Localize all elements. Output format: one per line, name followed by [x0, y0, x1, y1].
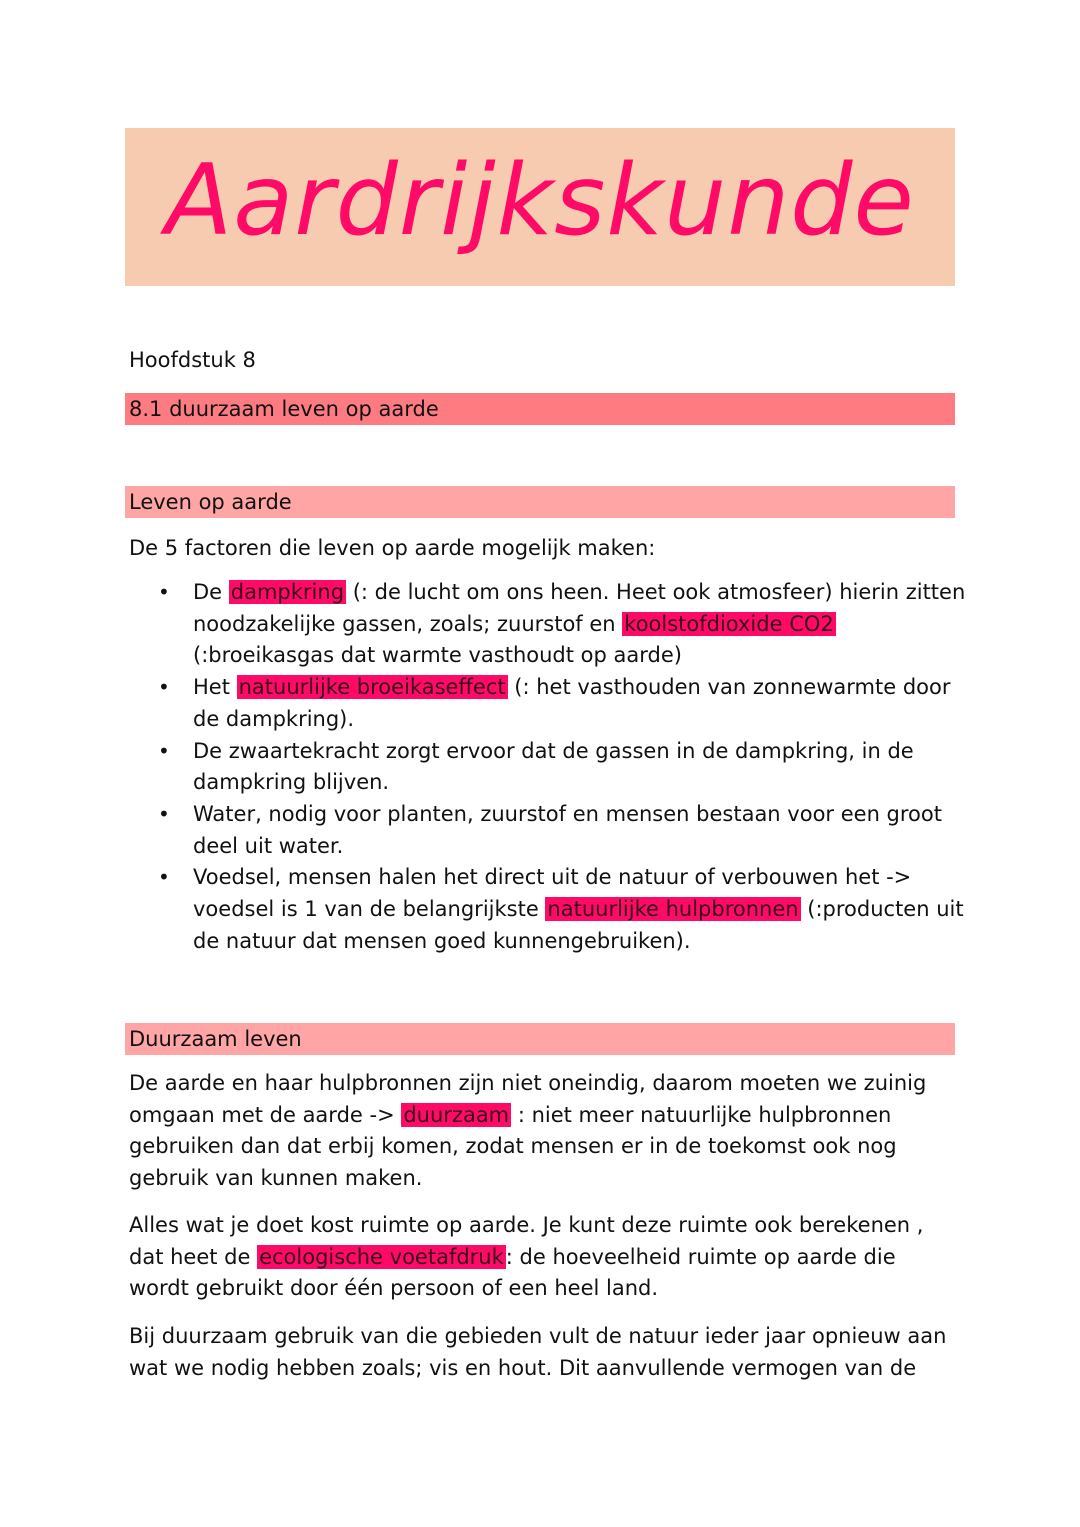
section-heading: 8.1 duurzaam leven op aarde — [125, 393, 955, 425]
highlight-term: natuurlijke hulpbronnen — [547, 897, 799, 922]
list-item: • Water, nodig voor planten, zuurstof en mensen bestaan voor een groot deel uit water. — [193, 799, 983, 862]
factors-intro: De 5 factoren die leven op aarde mogelijk maken: — [129, 536, 656, 560]
highlight-term: natuurlijke broeikaseffect — [238, 675, 506, 700]
list-item: • Het natuurlijke broeikaseffect (: het vasthouden van zonnewarmte door de dampkring). — [193, 672, 983, 735]
paragraph-duurzaam: De aarde en haar hulpbronnen zijn niet oneindig, daarom moeten we zuinig omgaan met de aarde -> duurzaam : niet meer natuurlijke hulpbronnen gebruiken dan dat erbij komen, zodat mensen er in de toekomst ook nog gebruik van kunnen maken. — [129, 1071, 927, 1191]
factors-list — [155, 577, 983, 957]
list-item: • De dampkring (: de lucht om ons heen. Heet ook atmosfeer) hierin zitten noodzakelijke gassen, zoals; zuurstof en koolstofdioxide CO2 (:broeikasgas dat warmte vasthoudt op aarde) — [193, 577, 983, 672]
highlight-term: ecologische voetafdruk — [259, 1244, 504, 1269]
bullet-icon: • — [158, 675, 170, 700]
bullet-icon: • — [158, 580, 170, 604]
bullet-icon: • — [158, 801, 170, 826]
list-item: • De zwaartekracht zorgt ervoor dat de gassen in de dampkring, in de dampkring blijven. — [193, 736, 983, 799]
subsection-heading-duurzaam-leven: Duurzaam leven — [125, 1023, 955, 1055]
subsection-heading-leven-op-aarde: Leven op aarde — [125, 486, 955, 518]
highlight-term: duurzaam — [403, 1102, 510, 1127]
bullet-icon: • — [158, 865, 170, 890]
highlight-term: koolstofdioxide CO2 — [624, 611, 834, 636]
chapter-label: Hoofdstuk 8 — [129, 348, 256, 372]
paragraph-duurzaam-gebruik: Bij duurzaam gebruik van die gebieden vult de natuur ieder jaar opnieuw aan wat we nodig hebben zoals; vis en hout. Dit aanvullende vermogen van de — [129, 1324, 947, 1380]
bullet-icon: • — [158, 738, 170, 763]
title-banner — [125, 128, 955, 286]
list-item: • Voedsel, mensen halen het direct uit de natuur of verbouwen het -> voedsel is 1 van de belangrijkste natuurlijke hulpbronnen (:producten uit de natuur dat mensen goed kunnengebruiken). — [193, 862, 983, 957]
document-title: Aardrijkskunde — [165, 144, 915, 258]
paragraph-ecologische-voetafdruk: Alles wat je doet kost ruimte op aarde. Je kunt deze ruimte ook berekenen , dat heet de ecologische voetafdruk: de hoeveelheid ruimte op aarde die wordt gebruikt door één persoon of een heel land. — [129, 1213, 924, 1301]
highlight-term: dampkring — [230, 580, 345, 604]
